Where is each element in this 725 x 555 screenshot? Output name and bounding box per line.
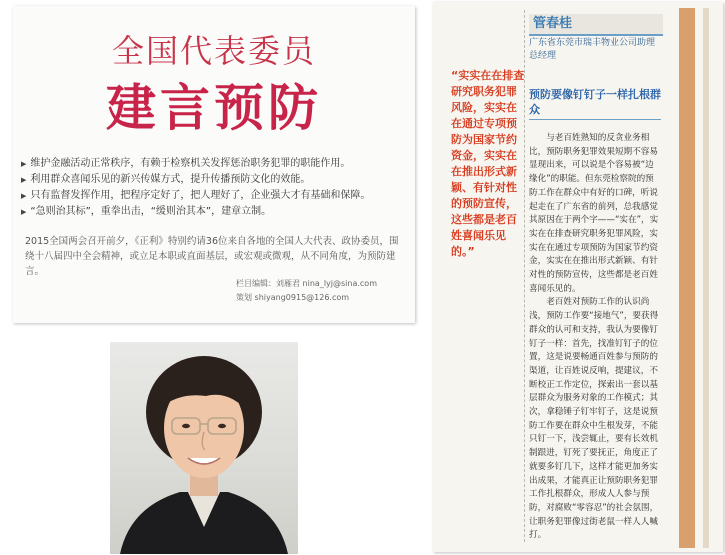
- body-paragraph: 老百姓对预防工作的认识尚浅，预防工作要“接地气”，要获得群众的认可和支持，我认为要像钉钉子一样：首先，找准钉钉子的位置，这是说要畅通百姓参与预防的渠道，让百姓说反响，提建议，不断校正工作定位，探索出一套以基层群众为服务对象的工作模式；其次，拿稳锤子钉牢钉子，这是说预防工作要在群众中生根发芽，不能只钉一下，浅尝辄止，要有长效机制跟进，钉死了要抚正，角度正了就要多钉几下，这样才能更加务实出成果，才能真正让预防职务犯罪工作扎根群众，形成人人参与预防，对腐败“零容忍”的社会氛围，让职务犯罪像过街老鼠一样人人喊打。: [529, 297, 659, 541]
- profile-title: 广东省东莞市瑞丰物业公司助理总经理: [529, 38, 656, 61]
- bullet-item: ▶ 只有监督发挥作用，把程序定好了，把人理好了，企业强大才有基础和保障。: [21, 188, 411, 204]
- editor-credits: [236, 277, 377, 305]
- pull-quote: “实实在在排查研究职务犯罪风险，实实在在通过专项预防为国家节约资金，实实在在推出形式新颖、有针对性的预防宣传，这些都是老百姓喜闻乐见的。”: [451, 69, 525, 258]
- editor-line: 策划 shiyang0915@126.com: [236, 293, 350, 302]
- magazine-page-right: [433, 2, 723, 552]
- bullet-item: ▶ 维护金融活动正常秩序，有赖于检察机关发挥惩治职务犯罪的职能作用。: [21, 156, 411, 172]
- bullet-list: [21, 156, 411, 220]
- intro-paragraph: 2015全国两会召开前夕，《正利》特别约请36位来自各地的全国人大代表、政协委员，围绕十八届四中全会精神，或立足本职或直面基层，或宏观或微观，从不同角度，为预防建言。: [25, 236, 399, 277]
- column-divider: [524, 10, 525, 542]
- portrait-illustration: [110, 342, 298, 554]
- page-edge-strip: [703, 8, 709, 548]
- profile-name: 管春桂: [529, 14, 663, 36]
- page-edge-strip: [679, 8, 695, 548]
- body-paragraph: 与老百姓熟知的反贪业务相比，预防职务犯罪效果短期不容易显现出来，可以说是个容易被“边缘化”的职能。但东莞检察院的预防工作在群众中有好的口碑，听说起走在了广东省的前列，总我感觉其原因在于两个字——“实在”，实实在在排查研究职务犯罪风险，实实在在通过专项预防为国家节约资金，实实在在推出形式新颖、有针对性的预防宣传，这些都是老百姓喜闻乐见的。: [529, 133, 659, 294]
- headline-line1: 全国代表委员: [111, 32, 316, 70]
- editor-line: 栏目编辑：刘雁君 nina_lyj@sina.com: [236, 279, 377, 288]
- bullet-item: ▶ “急则治其标”，重拳出击，“缓则治其本”，建章立制。: [21, 204, 411, 220]
- article-title: 预防要像钉钉子一样扎根群众: [529, 87, 661, 120]
- portrait-photo: [110, 342, 298, 554]
- magazine-page-left: [13, 6, 415, 323]
- headline-line2: 建言预防: [106, 79, 322, 137]
- bullet-item: ▶ 利用群众喜闻乐见的新兴传媒方式，提升传播预防文化的效能。: [21, 172, 411, 188]
- article-body: [529, 132, 659, 543]
